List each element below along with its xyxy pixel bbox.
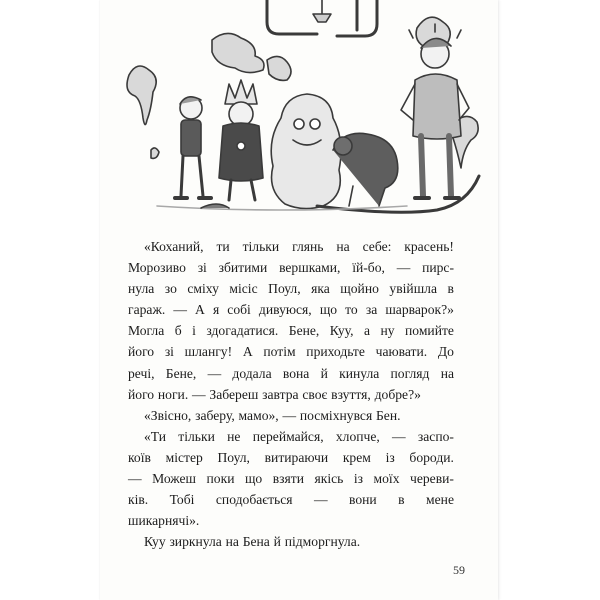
word: я (212, 302, 220, 318)
text-line (128, 299, 454, 320)
text-line (128, 384, 454, 405)
word: Куу, (329, 323, 354, 339)
ceiling-pipes (267, 0, 377, 36)
word: добре?» (374, 386, 421, 402)
word: приходьте (306, 344, 365, 360)
page-number: 59 (453, 563, 465, 577)
paragraph (128, 426, 454, 531)
word: що (244, 471, 263, 487)
mrs-paul (401, 24, 469, 198)
word: «Звісно, (144, 407, 192, 423)
word: переймайся, (252, 428, 324, 444)
word: із (353, 471, 364, 487)
word: А (242, 344, 253, 360)
word: б (174, 323, 182, 339)
text-line (128, 363, 454, 384)
word: моїх (373, 471, 400, 487)
word: і (192, 323, 196, 339)
word: «Ти (144, 428, 167, 444)
word: Поул, (268, 281, 301, 297)
text-line (128, 426, 454, 447)
illustration (117, 0, 487, 225)
word: із (385, 449, 395, 465)
word: пирс- (422, 260, 454, 276)
word: — (396, 260, 411, 276)
word: підморгнула. (284, 534, 361, 550)
word: зі (197, 260, 207, 276)
word: витираючи (264, 449, 329, 465)
word: шлангу! (184, 344, 233, 360)
text-line (128, 236, 454, 257)
word: бороди. (409, 449, 454, 465)
word: збитими (218, 260, 268, 276)
word: а (363, 323, 370, 339)
word: його (128, 386, 155, 402)
word: якісь (314, 471, 344, 487)
word: ну (380, 323, 395, 339)
word: Тобі (169, 492, 195, 508)
word: місіс (229, 281, 258, 297)
text-line (128, 341, 454, 362)
word: взуття, (331, 386, 371, 402)
word: на (440, 365, 454, 381)
word: помийте (405, 323, 454, 339)
word: Забереш (209, 386, 259, 402)
word: сміху (187, 281, 219, 297)
word: в (447, 281, 454, 297)
word: дивуюся, (258, 302, 312, 318)
body-text (128, 236, 454, 552)
dog (333, 133, 398, 206)
word: — (173, 302, 187, 318)
word: своє (302, 386, 328, 402)
word: вона (282, 365, 310, 381)
word: гараж. (128, 302, 166, 318)
word: тільки (178, 428, 215, 444)
word: хлопче, (335, 428, 380, 444)
word: потім (263, 344, 296, 360)
word: себе: (362, 239, 392, 254)
word: «Коханий, (144, 239, 204, 254)
text-line (128, 278, 454, 299)
word: сподобається (215, 492, 293, 508)
word: Бене, (288, 323, 320, 339)
paragraph (128, 405, 454, 426)
word: Морозиво (128, 260, 186, 276)
word: ти (216, 239, 230, 254)
word: Куу (144, 534, 166, 550)
word: глянь (292, 239, 324, 254)
word: яка (311, 281, 330, 297)
text-line (128, 320, 454, 341)
word: — (207, 365, 222, 381)
word: крем (342, 449, 371, 465)
word: містер (165, 449, 203, 465)
word: на (225, 534, 239, 550)
text-line (128, 468, 454, 489)
word: мене (426, 492, 454, 508)
word: череви- (410, 471, 454, 487)
word: Бен. (376, 407, 401, 423)
word: вершками, (279, 260, 341, 276)
text-line (128, 489, 454, 510)
word: нула (128, 281, 155, 297)
word: на (336, 239, 350, 254)
word: мамо», (238, 407, 279, 423)
word: то (345, 302, 358, 318)
word: речі, (128, 365, 155, 381)
word: за (365, 302, 378, 318)
word: їй-бо, (352, 260, 385, 276)
word: Могла (128, 323, 165, 339)
mr-paul-covered-in-cream (271, 94, 341, 209)
word: й (320, 365, 328, 381)
word: й (273, 534, 281, 550)
word: тільки (242, 239, 280, 254)
word: шарварок?» (385, 302, 454, 318)
word: увійшла (389, 281, 437, 297)
word: Поул, (217, 449, 250, 465)
word: — (313, 492, 328, 508)
word: — (128, 471, 142, 487)
paragraph (128, 531, 454, 552)
boy-ben (175, 97, 211, 198)
word: зі (164, 344, 174, 360)
word: — (192, 386, 206, 402)
word: ноги. (157, 386, 189, 402)
word: поки (206, 471, 235, 487)
word: красень! (404, 239, 454, 254)
word: шикарнячі». (128, 513, 200, 529)
word: додала (232, 365, 272, 381)
paragraph (128, 236, 454, 405)
word: заспо- (417, 428, 454, 444)
word: не (227, 428, 241, 444)
word: Можеш (152, 471, 197, 487)
word: в (398, 492, 405, 508)
word: зо (164, 281, 177, 297)
word: собі (227, 302, 251, 318)
word: зиркнула (169, 534, 222, 550)
text-line (128, 510, 454, 531)
word: посміхнувся (299, 407, 373, 423)
word: ків. (128, 492, 149, 508)
word: До (437, 344, 454, 360)
word: його (128, 344, 155, 360)
word: здогадатися. (206, 323, 279, 339)
word: що (319, 302, 338, 318)
word: чаювати. (375, 344, 428, 360)
word: — (282, 407, 297, 423)
word: взяти (272, 471, 304, 487)
word: кинула (339, 365, 380, 381)
word: Бена (242, 534, 270, 550)
word: щойно (340, 281, 379, 297)
word: А (195, 302, 205, 318)
word: заберу, (195, 407, 235, 423)
text-line (128, 447, 454, 468)
word: вони (349, 492, 377, 508)
word: погляд (390, 365, 430, 381)
text-line (128, 531, 454, 552)
text-line (128, 257, 454, 278)
text-line (128, 405, 454, 426)
word: коїв (128, 449, 151, 465)
girl-kuu (219, 80, 263, 200)
word: завтра (262, 386, 299, 402)
word: Бене, (165, 365, 197, 381)
word: — (392, 428, 406, 444)
